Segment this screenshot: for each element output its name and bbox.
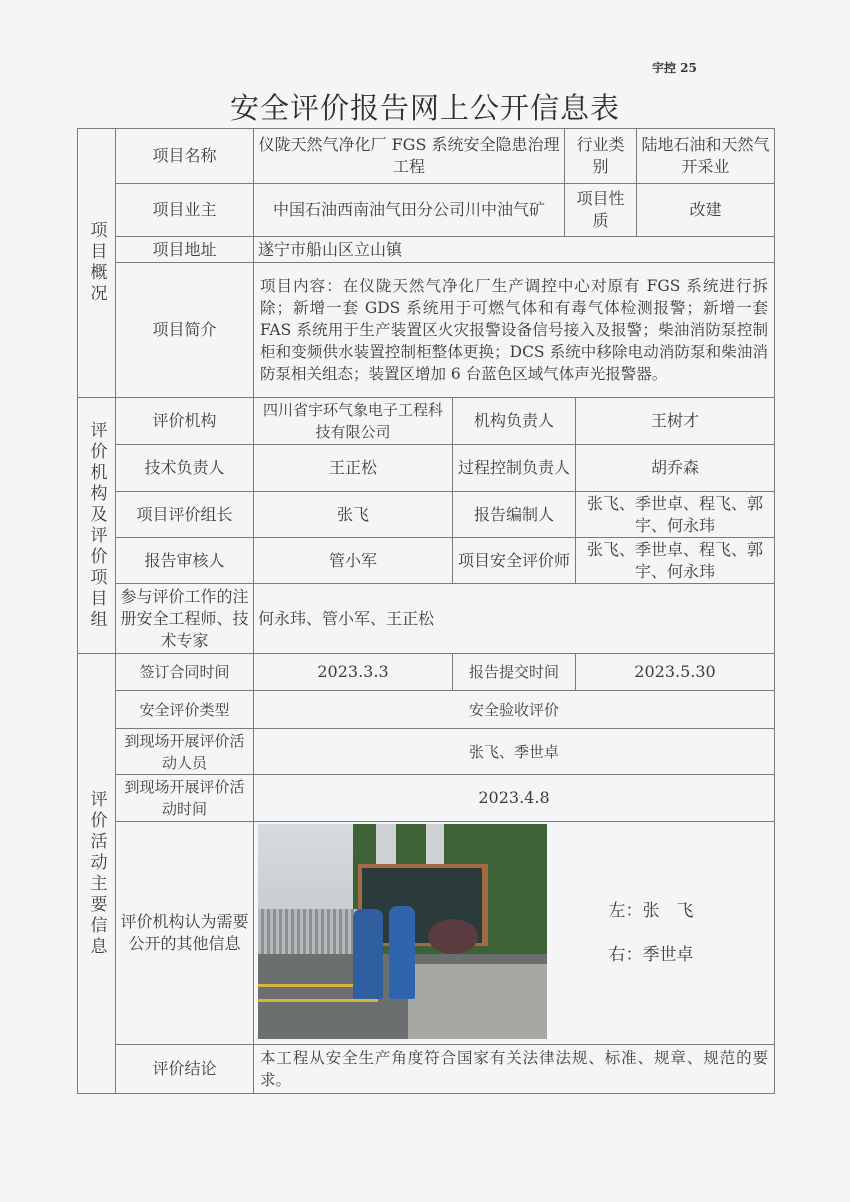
value-address: 遂宁市船山区立山镇 (254, 237, 775, 263)
label-intro: 项目简介 (116, 263, 254, 398)
row-address (78, 237, 775, 263)
label-type: 安全评价类型 (116, 691, 254, 729)
row-agency (78, 398, 775, 445)
row-owner (78, 184, 775, 237)
row-experts (78, 584, 775, 654)
value-project-name: 仪陇天然气净化厂 FGS 系统安全隐患治理工程 (254, 129, 565, 184)
label-conclusion: 评价结论 (116, 1045, 254, 1094)
row-other-info (78, 822, 775, 1045)
row-site-time (78, 775, 775, 822)
row-tech-head (78, 445, 775, 492)
label-industry: 行业类别 (565, 129, 637, 184)
value-agency: 四川省宇环气象电子工程科技有限公司 (254, 398, 453, 445)
label-team-leader: 项目评价组长 (116, 492, 254, 538)
info-table (77, 128, 775, 1094)
value-experts: 何永玮、管小军、王正松 (254, 584, 775, 654)
label-process-head: 过程控制负责人 (453, 445, 576, 492)
photo-captions (565, 822, 775, 1045)
label-assessor: 项目安全评价师 (453, 538, 576, 584)
section-overview: 项目概况 (78, 129, 116, 398)
label-nature: 项目性质 (565, 184, 637, 237)
page-title: 安全评价报告网上公开信息表 (229, 91, 620, 125)
label-experts: 参与评价工作的注册安全工程师、技术专家 (116, 584, 254, 654)
caption-right: 右：季世卓 (608, 945, 694, 965)
row-team-leader (78, 492, 775, 538)
value-contract: 2023.3.3 (254, 654, 453, 691)
label-tech-head: 技术负责人 (116, 445, 254, 492)
document-code: 宇控 25 (652, 61, 697, 75)
row-site-staff (78, 729, 775, 775)
section-org: 评价机构及评价项目组 (78, 398, 116, 654)
value-team-leader: 张飞 (254, 492, 453, 538)
label-agency-head: 机构负责人 (453, 398, 576, 445)
label-submit: 报告提交时间 (453, 654, 576, 691)
label-address: 项目地址 (116, 237, 254, 263)
value-industry: 陆地石油和天然气开采业 (637, 129, 775, 184)
label-agency: 评价机构 (116, 398, 254, 445)
section-activity: 评价活动主要信息 (78, 654, 116, 1094)
caption-left: 左：张 飞 (608, 901, 694, 921)
photo-cell (254, 822, 565, 1045)
row-conclusion (78, 1045, 775, 1094)
value-intro: 项目内容：在仪陇天然气净化厂生产调控中心对原有 FGS 系统进行拆除；新增一套 GDS 系统用于可燃气体和有毒气体检测报警；新增一套 FAS 系统用于生产装置区火灾报警设备信号接入及报警；柴油消防泵控制柜和变频供水装置控制柜整体更换；DCS 系统中移除电动消防泵和柴油消防泵相关组态；装置区增加 6 台蓝色区域气体声光报警器。 (254, 263, 775, 398)
label-contract: 签订合同时间 (116, 654, 254, 691)
label-reviewer: 报告审核人 (116, 538, 254, 584)
row-intro (78, 263, 775, 398)
label-report-writer: 报告编制人 (453, 492, 576, 538)
value-nature: 改建 (637, 184, 775, 237)
row-reviewer (78, 538, 775, 584)
site-photo (258, 824, 547, 1039)
label-site-time: 到现场开展评价活动时间 (116, 775, 254, 822)
value-submit: 2023.5.30 (576, 654, 775, 691)
value-agency-head: 王树才 (576, 398, 775, 445)
label-owner: 项目业主 (116, 184, 254, 237)
value-owner: 中国石油西南油气田分公司川中油气矿 (254, 184, 565, 237)
row-project-name (78, 129, 775, 184)
value-conclusion: 本工程从安全生产角度符合国家有关法律法规、标准、规章、规范的要求。 (254, 1045, 775, 1094)
row-type (78, 691, 775, 729)
row-contract (78, 654, 775, 691)
label-site-staff: 到现场开展评价活动人员 (116, 729, 254, 775)
value-report-writer: 张飞、季世卓、程飞、郭宇、何永玮 (576, 492, 775, 538)
value-assessor: 张飞、季世卓、程飞、郭宇、何永玮 (576, 538, 775, 584)
value-site-staff: 张飞、季世卓 (254, 729, 775, 775)
value-reviewer: 管小军 (254, 538, 453, 584)
label-other-info: 评价机构认为需要公开的其他信息 (116, 822, 254, 1045)
label-project-name: 项目名称 (116, 129, 254, 184)
value-type: 安全验收评价 (254, 691, 775, 729)
value-tech-head: 王正松 (254, 445, 453, 492)
value-site-time: 2023.4.8 (254, 775, 775, 822)
value-process-head: 胡乔森 (576, 445, 775, 492)
